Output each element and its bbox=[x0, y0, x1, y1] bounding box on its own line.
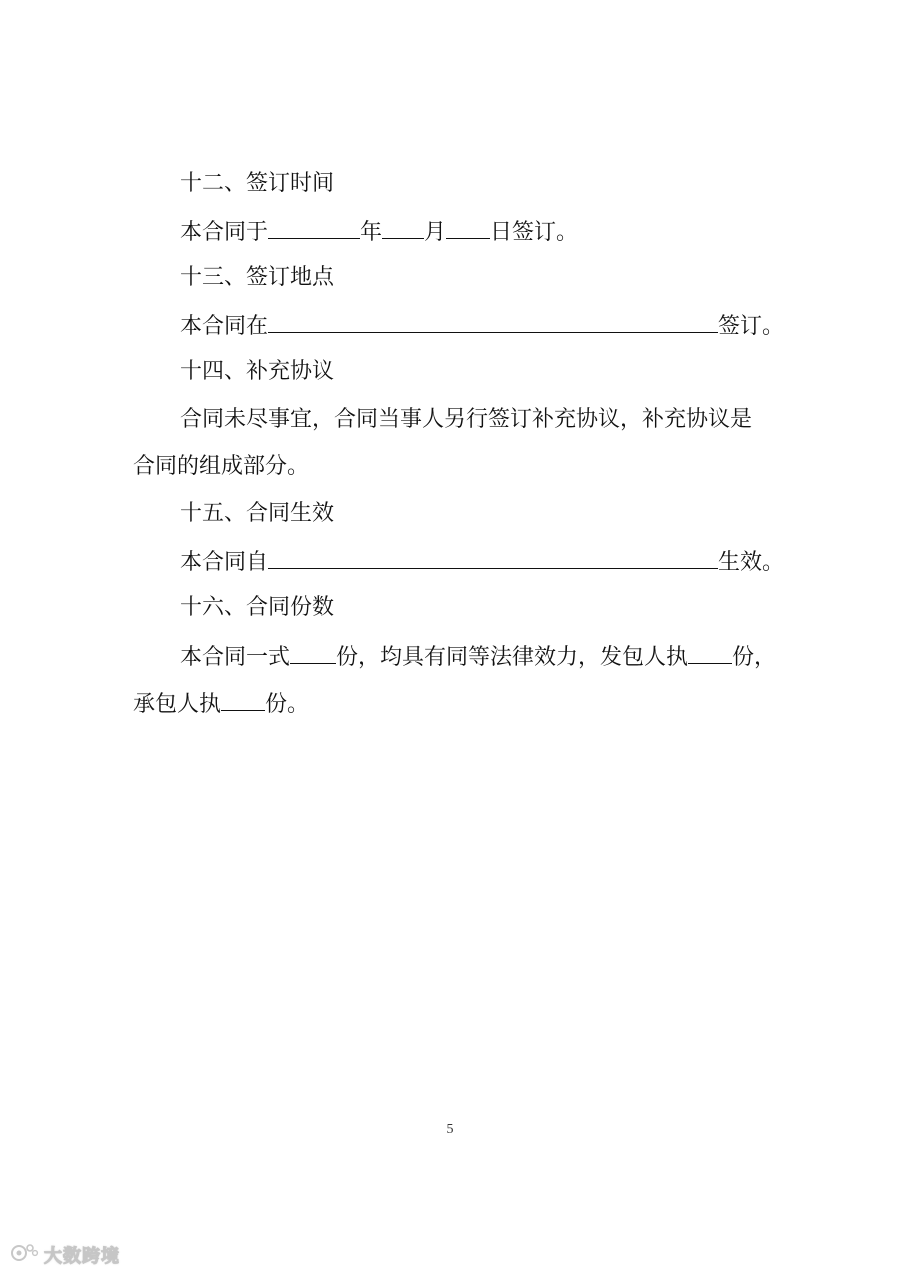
month-label: 月 bbox=[424, 220, 447, 245]
logo-icon bbox=[10, 1241, 40, 1269]
section-16-text-d: 承包人执 bbox=[133, 692, 222, 717]
section-12-prefix: 本合同于 bbox=[180, 220, 269, 245]
section-13-suffix: 签订。 bbox=[718, 314, 785, 339]
section-15-suffix: 生效。 bbox=[718, 550, 785, 575]
section-13-heading: 十三、签订地点 bbox=[180, 265, 335, 290]
effective-blank[interactable] bbox=[268, 546, 718, 569]
section-15-body bbox=[180, 546, 784, 578]
year-label: 年 bbox=[360, 220, 383, 245]
section-15-heading: 十五、合同生效 bbox=[180, 501, 335, 526]
copies-total-blank[interactable] bbox=[290, 641, 336, 664]
section-12-heading: 十二、签订时间 bbox=[180, 171, 335, 196]
section-14-line-1: 合同未尽事宜，合同当事人另行签订补充协议，补充协议是 bbox=[180, 407, 753, 432]
section-16-heading: 十六、合同份数 bbox=[180, 595, 335, 620]
section-16-line-1 bbox=[180, 641, 776, 673]
section-14-line-2: 合同的组成部分。 bbox=[133, 454, 310, 479]
location-blank[interactable] bbox=[268, 310, 718, 333]
day-blank[interactable] bbox=[446, 216, 490, 239]
section-16-text-a: 本合同一式 bbox=[180, 645, 291, 670]
section-14-heading: 十四、补充协议 bbox=[180, 359, 335, 384]
day-suffix: 日签订。 bbox=[490, 220, 579, 245]
watermark bbox=[10, 1241, 120, 1269]
section-13-prefix: 本合同在 bbox=[180, 314, 269, 339]
section-16-text-e: 份。 bbox=[265, 692, 310, 717]
section-13-body bbox=[180, 310, 784, 342]
page-number: 5 bbox=[446, 1122, 454, 1137]
month-blank[interactable] bbox=[382, 216, 424, 239]
employer-copies-blank[interactable] bbox=[688, 641, 732, 664]
watermark-text: 大数跨境 bbox=[44, 1246, 120, 1267]
section-12-body bbox=[180, 216, 578, 248]
section-16-text-c: 份， bbox=[732, 645, 777, 670]
section-16-line-2 bbox=[133, 688, 309, 720]
contractor-copies-blank[interactable] bbox=[221, 688, 265, 711]
year-blank[interactable] bbox=[268, 216, 360, 239]
section-15-prefix: 本合同自 bbox=[180, 550, 269, 575]
section-16-text-b: 份，均具有同等法律效力，发包人执 bbox=[336, 645, 689, 670]
